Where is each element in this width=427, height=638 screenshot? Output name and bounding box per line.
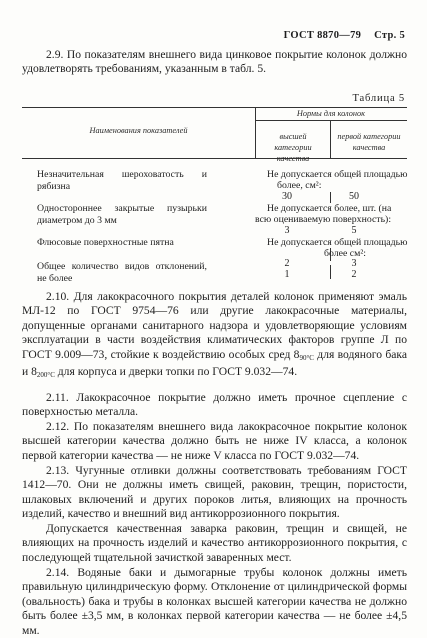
value-divider-row4 [330, 265, 331, 279]
page-number: Стр. 5 [374, 30, 405, 41]
row-note-flux-1: Не допускается общей площадью [267, 237, 408, 248]
row-note-blisters-1: Не допускается более, шт. (на [267, 203, 392, 214]
value-first-deviations: 2 [351, 269, 357, 280]
header-bottom-rule [22, 158, 407, 159]
value-high-flux: 2 [284, 258, 290, 269]
gost-number: ГОСТ 8870—79 [283, 30, 362, 41]
row-name-deviations-total: Общее количество видов отклонений, не более [37, 261, 207, 284]
paragraph-2-10 [22, 290, 407, 382]
paragraph-2-9: 2.9. По показателям внешнего вида цинковое покрытие колонок должно удовлетворять требованиям, указанным в табл. 5. [22, 48, 407, 76]
table-caption: Таблица 5 [352, 93, 405, 104]
paragraph-2-12: 2.12. По показателям внешнего вида лакокрасочное покрытие колонок высшей категории качества должно быть не ниже IV класса, а колонок первой категории качества — не ниже V класса по ГОСТ 9.032—74. [22, 420, 407, 462]
row-note-flux-2: более см²: [324, 248, 366, 259]
paragraph-2-14: 2.14. Водяные баки и дымогарные трубы колонок должны иметь правильную цилиндрическую форму. Отклонение от цилиндрической формы (овальность) бака и трубы в колонках высшей категории качества не должно быть более ±3,5 мм, в колонках первой категории качества — не более ±4,5 мм. [22, 566, 407, 637]
paragraph-2-13: 2.13. Чугунные отливки должны соответствовать требованиям ГОСТ 1412—70. Они не должны иметь свищей, раковин, трещин, пористости, шлаковых включений и других пороков литья, влияющих на прочность изделий, качество и внешний вид антикоррозионного покрытия. [22, 464, 407, 521]
th-high-category: высшей категории качества [274, 132, 312, 163]
paragraph-2-13-welding: Допускается качественная заварка раковин, трещин и свищей, не влияющих на прочность изделий и качество антикоррозионного покрытия, с последующей тщательной зачисткой заваренных мест. [22, 522, 407, 564]
value-high-blisters: 3 [284, 225, 290, 236]
th-indicator-name: Наименования показателей [89, 126, 188, 135]
row-name-blisters: Одностороннее закрытые пузырьки диаметром до 3 мм [37, 203, 207, 226]
row-note-blisters-2: всю оцениваемую поверхность): [255, 214, 392, 225]
th-norms: Нормы для колонок [296, 109, 366, 118]
row-name-roughness: Незначительная шероховатость и рябизна [37, 169, 207, 192]
value-first-flux: 3 [351, 258, 357, 269]
row-note-roughness-1: Не допускается общей площадью [267, 169, 408, 180]
row-note-roughness-2: более, см²: [277, 180, 322, 191]
table-5 [22, 107, 408, 284]
norms-rule [255, 120, 407, 121]
row-name-flux-spots: Флюсовые поверхностные пятна [37, 237, 174, 248]
value-first-blisters: 5 [351, 225, 357, 236]
value-high-roughness: 30 [282, 191, 292, 202]
value-first-roughness: 50 [349, 191, 359, 202]
page-header [274, 30, 405, 41]
p210-tail: для корпуса и дверки топки по ГОСТ 9.032—74. [54, 365, 298, 379]
th-first-category: первой категории качества [337, 132, 401, 152]
p210-sub-200: 200°С [36, 371, 55, 380]
header-col-divider-2 [330, 120, 331, 158]
p210-sub-90: 90°С [299, 353, 314, 362]
value-high-deviations: 1 [284, 269, 290, 280]
value-divider-row1 [330, 192, 331, 203]
p210-mid: для водяного бака и 8 [22, 347, 407, 379]
p210-main: 2.10. Для лакокрасочного покрытия деталей колонок применяют эмаль МЛ-12 по ГОСТ 9754—76 или другие лакокрасочные материалы, допущенные органами санитарного надзора и удовлетворяющие условиям эксплуатации в части воздействия климатических факторов группе Л по ГОСТ 9.009—73, стойкие к воздействию особых сред 8 [22, 290, 407, 361]
paragraph-2-11: 2.11. Лакокрасочное покрытие должно иметь прочное сцепление с поверхностью металла. [22, 391, 407, 419]
